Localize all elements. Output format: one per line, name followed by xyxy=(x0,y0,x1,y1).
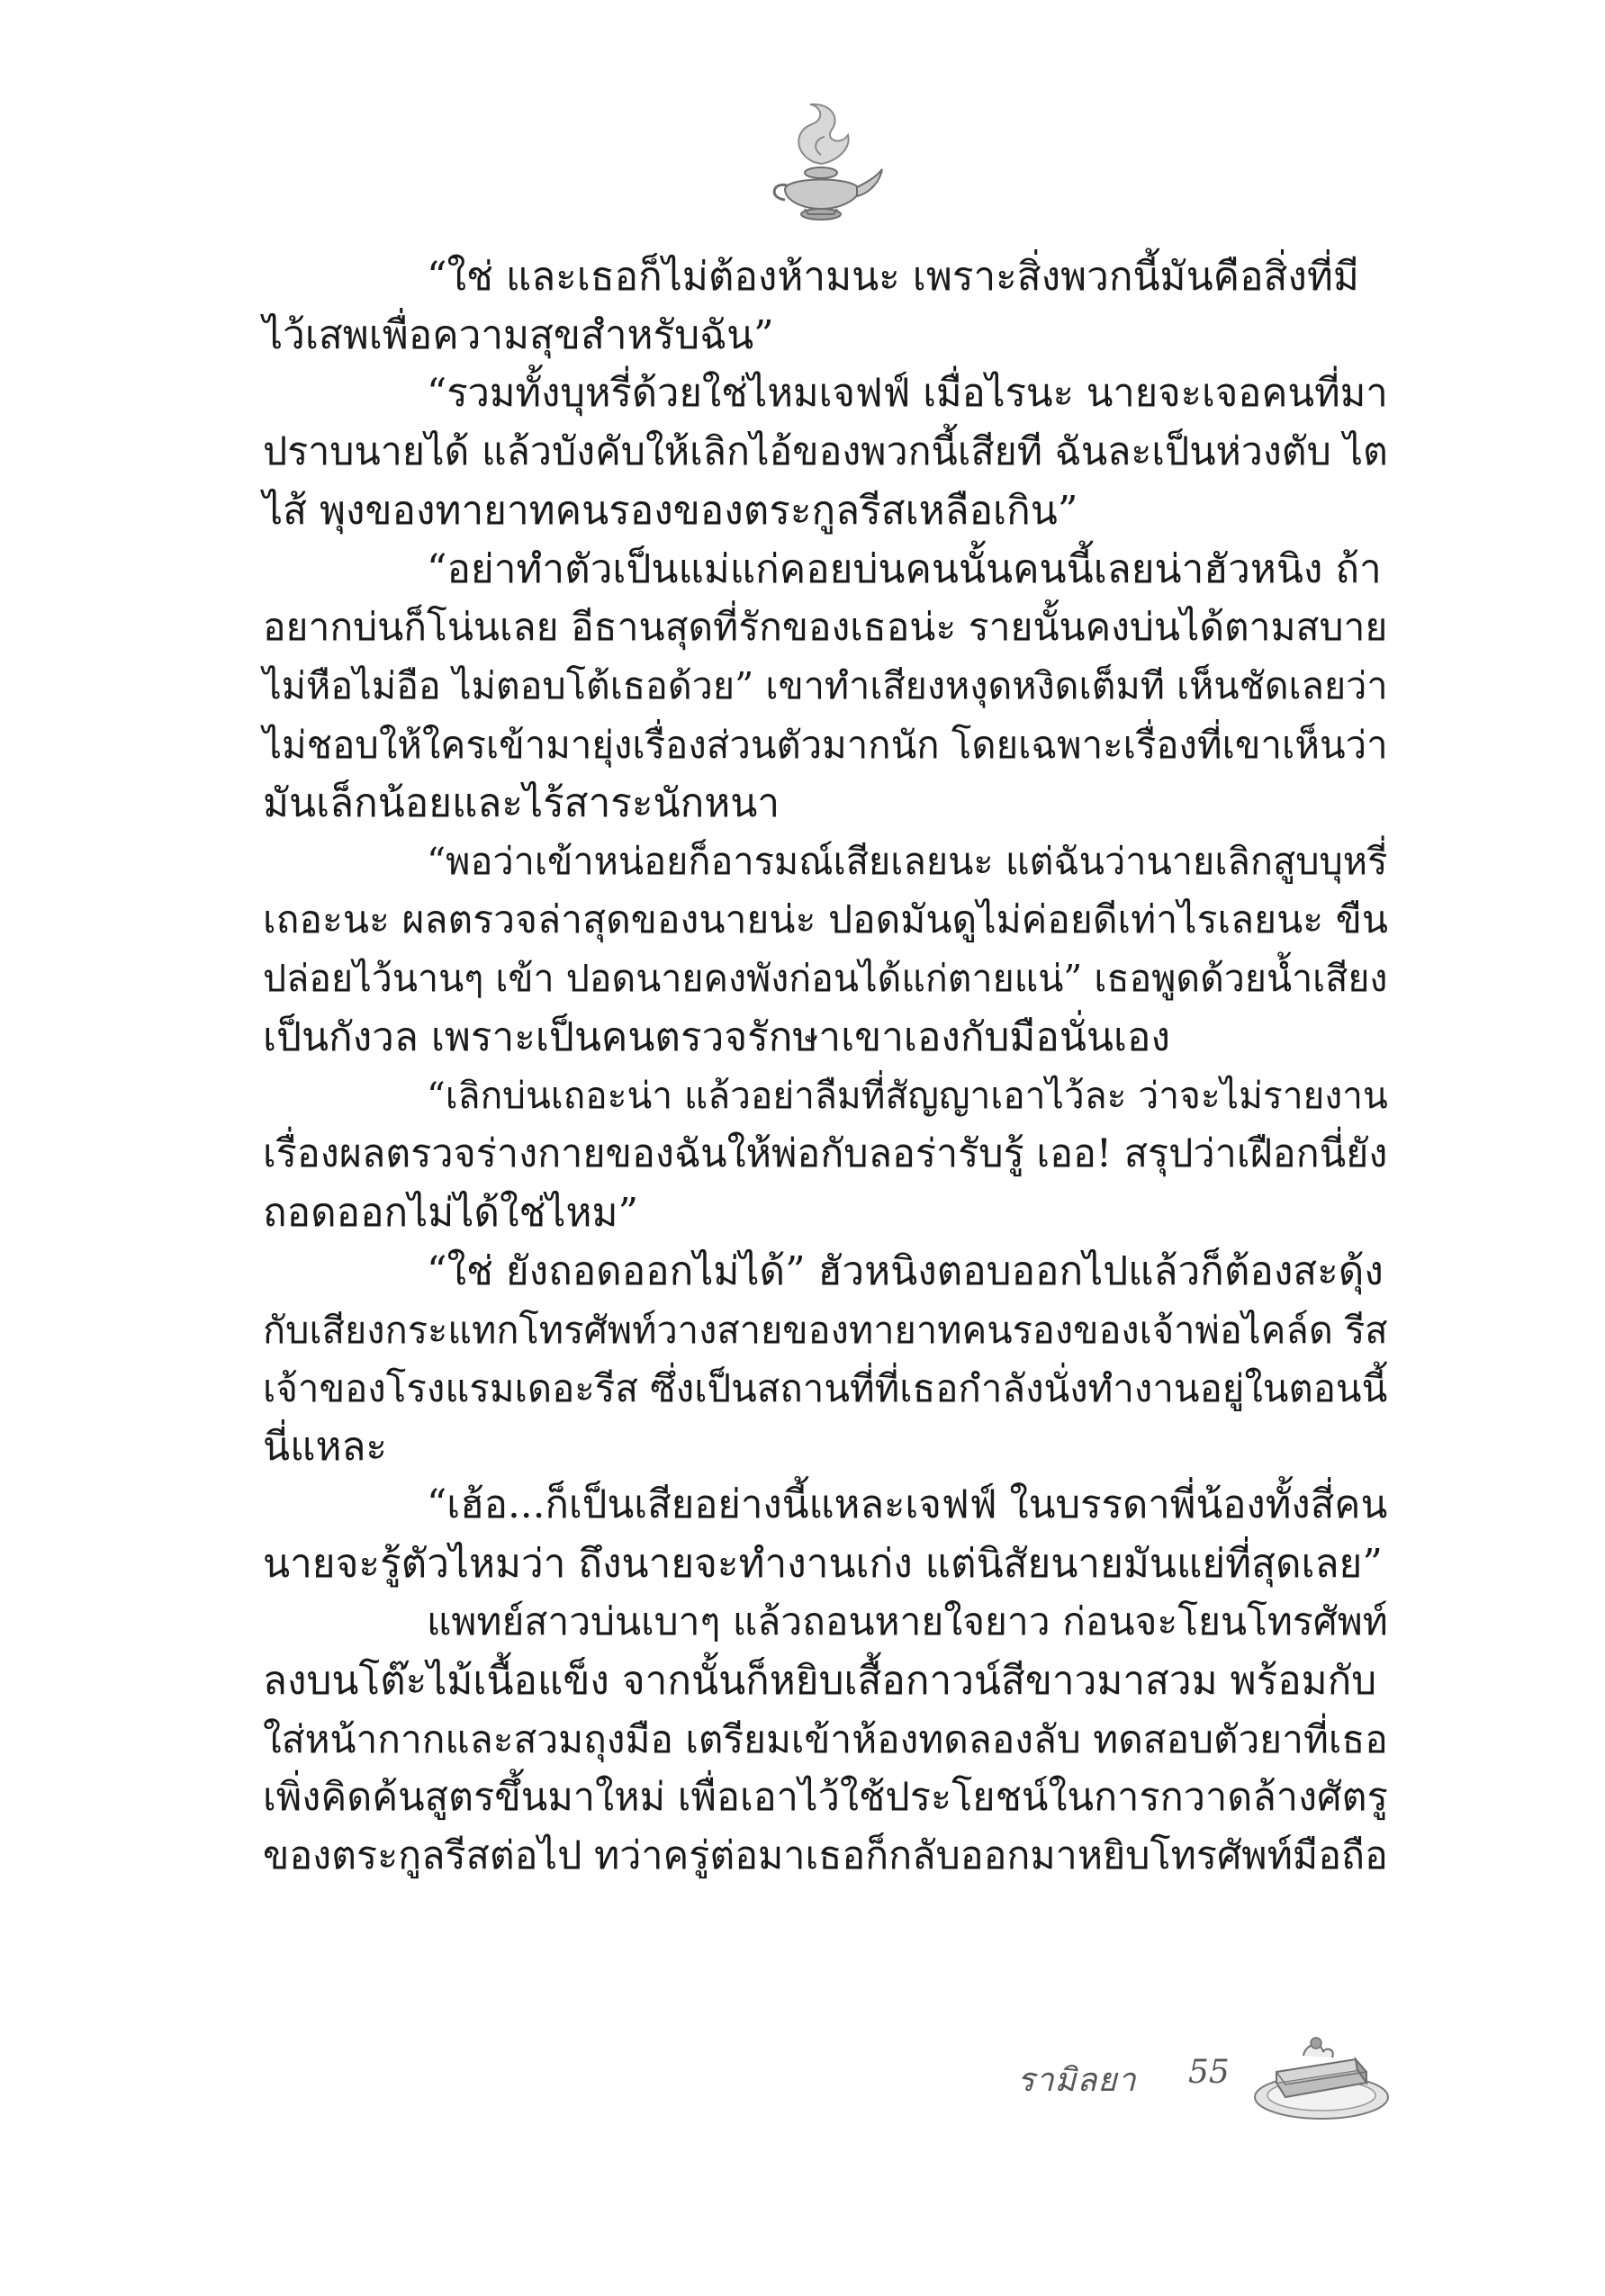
body-text xyxy=(263,248,1388,1886)
text-line: “รวมทั้งบุหรี่ด้วยใช่ไหมเจฟฟ์ เมื่อไรนะ นายจะเจอคนที่มา xyxy=(427,371,1388,416)
text-line: เจ้าของโรงแรมเดอะรีส ซึ่งเป็นสถานที่ที่เธอกำลังนั่งทำงานอยู่ในตอนนี้ xyxy=(263,1366,1388,1410)
author-name: รามิลยา xyxy=(1017,2062,1137,2099)
text-line: “เลิกบ่นเถอะน่า แล้วอย่าลืมที่สัญญาเอาไว้ละ ว่าจะไม่รายงาน xyxy=(427,1074,1388,1117)
text-line: แพทย์สาวบ่นเบาๆ แล้วถอนหายใจยาว ก่อนจะโยนโทรศัพท์ xyxy=(427,1600,1388,1644)
text-line: นายจะรู้ตัวไหมว่า ถึงนายจะทำงานเก่ง แต่นิสัยนายมันแย่ที่สุดเลย” xyxy=(263,1541,1383,1587)
text-line: “อย่าทำตัวเป็นแม่แก่คอยบ่นคนนั้นคนนี้เลยน่าฮัวหนิง ถ้า xyxy=(427,546,1382,592)
text-line: “พอว่าเข้าหน่อยก็อารมณ์เสียเลยนะ แต่ฉันว่านายเลิกสูบบุหรี่ xyxy=(427,840,1388,883)
text-line: กับเสียงกระแทกโทรศัพท์วางสายของทายาทคนรองของเจ้าพ่อไคล์ด รีส xyxy=(263,1308,1388,1352)
cake-slice-icon xyxy=(1249,2027,1393,2126)
text-line: “ใช่ และเธอก็ไม่ต้องห้ามนะ เพราะสิ่งพวกนี้มันคือสิ่งที่มี xyxy=(427,254,1359,300)
text-line: ไส้ พุงของทายาทคนรองของตระกูลรีสเหลือเกิน” xyxy=(263,488,1078,534)
text-line: ปราบนายได้ แล้วบังคับให้เลิกไอ้ของพวกนี้เสียที ฉันละเป็นห่วงตับ ไต xyxy=(263,429,1388,474)
genie-lamp-icon xyxy=(758,99,884,234)
text-line: เป็นกังวล เพราะเป็นคนตรวจรักษาเขาเองกับมือนั่นเอง xyxy=(263,1014,1170,1060)
text-line: เถอะนะ ผลตรวจล่าสุดของนายน่ะ ปอดมันดูไม่ค่อยดีเท่าไรเลยนะ ขืน xyxy=(263,897,1388,942)
page-number: 55 xyxy=(1188,2054,1230,2091)
text-line: “เฮ้อ...ก็เป็นเสียอย่างนี้แหละเจฟฟ์ ในบรรดาพี่น้องทั้งสี่คน xyxy=(427,1482,1388,1527)
text-line: ปล่อยไว้นานๆ เข้า ปอดนายคงพังก่อนได้แก่ตายแน่” เธอพูดด้วยน้ำเสียง xyxy=(263,957,1388,1000)
text-line: ไม่ชอบให้ใครเข้ามายุ่งเรื่องส่วนตัวมากนัก โดยเฉพาะเรื่องที่เขาเห็นว่า xyxy=(263,723,1388,767)
page-footer xyxy=(1017,2027,1521,2135)
text-line: นี่แหละ xyxy=(263,1424,388,1470)
text-line: มันเล็กน้อยและไร้สาระนักหนา xyxy=(263,780,780,826)
text-line: ไม่หือไม่อือ ไม่ตอบโต้เธอด้วย” เขาทำเสียงหงุดหงิดเต็มที เห็นชัดเลยว่า xyxy=(263,664,1388,707)
text-line: เพิ่งคิดค้นสูตรขึ้นมาใหม่ เพื่อเอาไว้ใช้ประโยชน์ในการกวาดล้างศัตรู xyxy=(263,1775,1388,1820)
text-line: ลงบนโต๊ะไม้เนื้อแข็ง จากนั้นก็หยิบเสื้อกาวน์สีขาวมาสวม พร้อมกับ xyxy=(263,1658,1377,1704)
text-line: อยากบ่นก็โน่นเลย อีธานสุดที่รักของเธอน่ะ รายนั้นคงบ่นได้ตามสบาย xyxy=(263,605,1388,650)
text-line: ถอดออกไม่ได้ใช่ไหม” xyxy=(263,1190,638,1236)
text-line: “ใช่ ยังถอดออกไม่ได้” ฮัวหนิงตอบออกไปแล้วก็ต้องสะดุ้ง xyxy=(427,1248,1384,1294)
text-line: เรื่องผลตรวจร่างกายของฉันให้พ่อกับลอร่ารับรู้ เออ! สรุปว่าเฝือกนี่ยัง xyxy=(263,1131,1388,1176)
text-line: ของตระกูลรีสต่อไป ทว่าครู่ต่อมาเธอก็กลับออกมาหยิบโทรศัพท์มือถือ xyxy=(263,1833,1388,1878)
text-line: ใส่หน้ากากและสวมถุงมือ เตรียมเข้าห้องทดลองลับ ทดสอบตัวยาที่เธอ xyxy=(263,1717,1388,1761)
text-line: ไว้เสพเพื่อความสุขสำหรับฉัน” xyxy=(263,312,774,358)
